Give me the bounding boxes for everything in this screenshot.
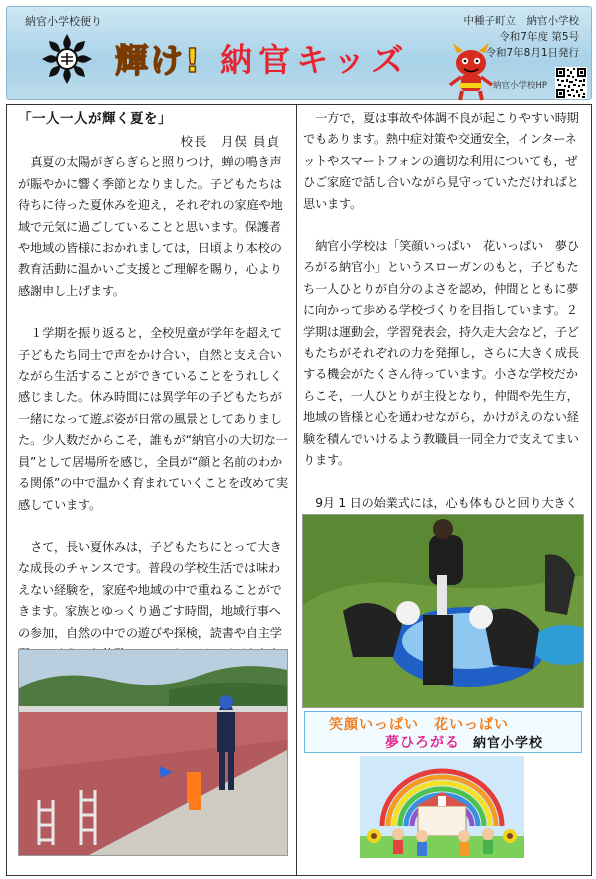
series-name: 納官小学校便り xyxy=(25,15,102,28)
qr-code-icon[interactable] xyxy=(555,67,587,99)
title-main: 輝け! xyxy=(115,40,203,80)
mascot-icon xyxy=(447,43,495,101)
slogan-line-2: 夢ひろがる xyxy=(385,735,460,751)
column-divider xyxy=(296,104,297,876)
paragraph-4: 一方で，夏は事故や体調不良が起こりやすい時期でもあります。熱中症対策や交通安全，インターネットやスマートフォンの適切な利用についても，ぜひご家庭で話し合いながら見守っていただければと思います。 xyxy=(303,111,579,211)
article-author: 校長 月俣 員貞 xyxy=(180,134,280,149)
newsletter-title xyxy=(115,33,409,83)
issue-date: 令和7年8月1日発行 xyxy=(485,47,579,59)
paragraph-1: 真夏の太陽がぎらぎらと照りつけ，蝉の鳴き声が賑やかに響く季節となりました。子どもたちは待ちに待った夏休みを迎え，それぞれの家庭や地域で元気に過ごしていることと思います。保護者や地域の皆様におかれましては，日頃より本校の教育活動に温かいご支援とご理解を賜り，心より感謝申し上げます。 xyxy=(18,155,283,298)
article-heading: 「一人一人が輝く夏を」 xyxy=(18,111,172,127)
school-name: 中種子町立 納官小学校 xyxy=(463,15,579,27)
paragraph-5: 納官小学校は「笑顔いっぱい 花いっぱい 夢ひろがる納官小」というスローガンのもと，子どもたち一人ひとりが自分のよさを認め，仲間とともに夢に向かって歩める学校づくりを目指しています。２学期は運動会，学習発表会，持久走大会など，子どもたちがそれぞれの力を発揮し，さらに大きく成長する機会がたくさん待っています。小さな学校だからこそ，一人ひとりが主役となり，仲間や先生方，地域の皆様と心を通わせながら，かけがえのない経験を積んでいけるよう教職員一同全力で支えてまいります。 xyxy=(303,239,579,468)
newsletter-header xyxy=(6,6,592,100)
school-emblem-icon xyxy=(39,31,95,87)
kids-water-play-photo xyxy=(302,514,584,708)
right-column xyxy=(303,108,583,578)
title-sub: 納官キッズ xyxy=(220,41,410,79)
pool-photo-image xyxy=(19,650,287,855)
school-slogan xyxy=(304,711,582,753)
paragraph-2: １学期を振り返ると，全校児童が学年を超えて子どもたち同士で声をかけ合い，自然と支え合いながら生活することができていることをうれしく感じました。休み時間には異学年の子どもたちが一緒になって遊ぶ姿が日常の風景としてありました。少人数だからこそ，誰もが“納官小の大切な一員”として居場所を感じ，全員が“顔と名前のわかる関係”の中で温かく育まれていくことを改めて実感しています。 xyxy=(18,326,288,512)
kids-photo-image xyxy=(303,515,583,707)
issue-number: 令和7年度 第5号 xyxy=(499,31,579,43)
left-column xyxy=(18,108,288,708)
rainbow-school-icon xyxy=(360,756,524,858)
pool-photo xyxy=(18,649,288,856)
slogan-line-1: 笑顔いっぱい 花いっぱい xyxy=(329,717,509,733)
rainbow-school-illustration xyxy=(360,756,524,858)
homepage-label: 納官小学校HP xyxy=(493,81,548,91)
paragraph-3: さて，長い夏休みは，子どもたちにとって大きな成長のチャンスです。普段の学校生活では味わえない経験を，家庭や地域の中で重ねることができます。家族とゆっくり過ごす時間，地域行事への参加，自然の中での遊びや探検，読書や自主学 xyxy=(18,539,282,640)
paragraph-6: 9月 1 日の始業式には，心も体もひと回り大きく xyxy=(315,495,578,510)
slogan-school-name: 納官小学校 xyxy=(473,736,544,751)
